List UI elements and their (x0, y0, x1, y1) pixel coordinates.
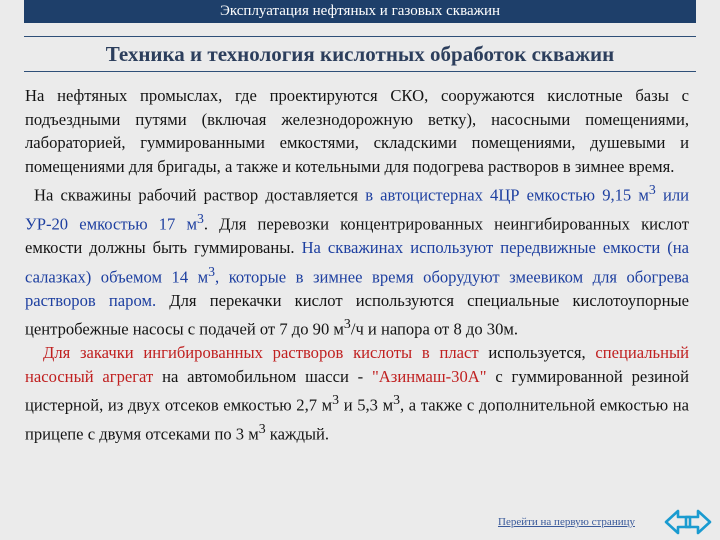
slide-body (25, 84, 689, 446)
paragraph-3: Для закачки ингибированных растворов кислоты в пласт используется, специальный насосный агрегат на автомобильном шасси - "Азинмаш-30А" с гуммированной резиной цистерной, из двух отсеков емкостью 2,7 $м^3$ и 5,3 $м^3$, а также с дополнительной емкостью на прицепе с двумя отсеками по 3 $м^3$ каждый. (25, 343, 689, 444)
header-title: Эксплуатация нефтяных и газовых скважин (219, 3, 501, 19)
title-bottom-divider (24, 71, 696, 72)
first-page-link[interactable]: Перейти на первую страницу (498, 516, 635, 528)
slide-title: Техника и технология кислотных обработок скважин (105, 42, 615, 66)
title-top-divider (24, 36, 696, 37)
paragraph-1: На нефтяных промыслах, где проектируются СКО, сооружаются кислотные базы с подъездными путями (включая железнодорожную ветку), насосными помещениями, лабораторией, гуммированными емкостями, складскими помещениями, душевыми и помещениями для бригады, а также и котельными для подогрева растворов в зимнее время. (25, 86, 689, 176)
header-bar (24, 0, 696, 23)
arrow-right-icon (682, 509, 712, 535)
paragraph-2: На скважины рабочий раствор доставляется в автоцистернах 4ЦР емкостью 9,15 $м^3$ или УР-20 емкостью 17 $м^3$. Для перевозки концентрированных неингибированных кислот емкости должны быть гуммированы. На скважинах используют передвижные емкости (на салазках) объемом 14 $м^3$, которые в зимнее время оборудуют змеевиком для обогрева растворов паром. Для перекачки кислот используются специальные кислотоупорные центробежные насосы с подачей от 7 до 90 $м^3/ч$ и напора от 8 до 30м. (25, 182, 690, 339)
next-slide-button[interactable] (682, 509, 712, 535)
